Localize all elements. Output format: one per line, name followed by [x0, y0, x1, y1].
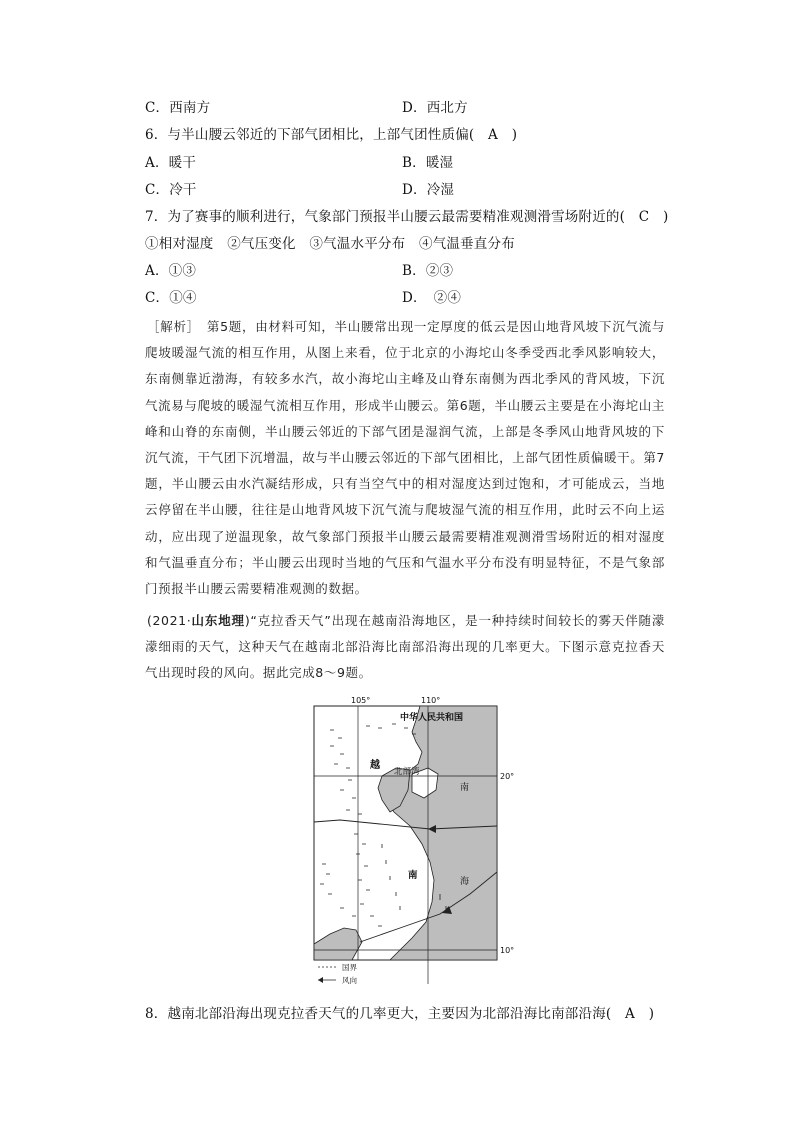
- q5-option-c: C．西南方: [145, 100, 211, 116]
- intro-text: “克拉香天气”出现在越南沿海地区，是一种持续时间较长的雾天伴随濛濛细雨的天气，这种天气在越南北部沿海比南部沿海出现的几率更大。下图示意克拉香天气出现时段的风向。据此完成8～9题。: [145, 613, 665, 681]
- sea-nan-label: 南: [460, 783, 470, 793]
- q7-option-b: B．②③: [402, 263, 454, 279]
- lon-110-label: 110°: [421, 696, 441, 705]
- source-prefix: (2021·: [147, 613, 192, 628]
- source-suffix: ): [244, 613, 251, 628]
- legend-wind-label: 风向: [342, 976, 357, 985]
- q7-option-d: D． ②④: [402, 290, 462, 306]
- q7-option-c: C．①④: [145, 290, 197, 306]
- lat-20-label: 20°: [500, 772, 515, 781]
- q7-items: ①相对湿度 ②气压变化 ③气温水平分布 ④气温垂直分布: [145, 236, 515, 252]
- q6-option-a: A．暖干: [145, 155, 197, 171]
- china-label: 中华人民共和国: [400, 713, 464, 723]
- wind-direction-map: [300, 694, 515, 992]
- legend-wind-arrowhead: [318, 977, 323, 983]
- q6-option-d: D．冷湿: [402, 182, 455, 198]
- intro-paragraph: [145, 608, 665, 687]
- lat-10-label: 10°: [500, 946, 515, 955]
- q6-option-b: B．暖湿: [402, 155, 454, 171]
- legend-border-label: 国界: [342, 963, 357, 972]
- q7-stem: 7．为了赛事的顺利进行，气象部门预报半山腰云最需要精准观测滑雪场附近的( C ): [145, 209, 669, 225]
- sea-hai-label: 海: [460, 877, 470, 887]
- q5-option-d: D．西北方: [402, 100, 468, 116]
- nan-label: 南: [408, 870, 418, 881]
- q6-stem: 6．与半山腰云邻近的下部气团相比，上部气团性质偏( A ): [145, 127, 518, 143]
- q7-option-a: A．①③: [145, 263, 197, 279]
- lon-105-label: 105°: [351, 696, 371, 705]
- yue-label: 越: [370, 760, 380, 771]
- analysis-paragraph: ［解析］ 第5题，由材料可知，半山腰常出现一定厚度的低云是因山地背风坡下沉气流与爬坡暖湿气流的相互作用，从图上来看，位于北京的小海坨山冬季受西北季风影响较大，东南侧靠近渤海，有较多水汽，故小海坨山主峰及山脊东南侧为西北季风的背风坡，下沉气流易与爬坡的暖湿气流相互作用，形成半山腰云。第6题，半山腰云主要是在小海坨山主峰和山脊的东南侧，半山腰云邻近的下部气团是湿润气流，上部是冬季风山地背风坡的下沉气流，干气团下沉增温，故与半山腰云邻近的下部气团相比，上部气团性质偏暖干。第7题，半山腰云由水汽凝结形成，只有当空气中的相对湿度达到过饱和，才可能成云，当地云停留在半山腰，往往是山地背风坡下沉气流与爬坡湿气流的相互作用，此时云不向上运动，应出现了逆温现象，故气象部门预报半山腰云最需要精准观测滑雪场附近的相对湿度和气温垂直分布；半山腰云出现时当地的气压和气温水平分布没有明显特征，不是气象部门预报半山腰云需要精准观测的数据。: [145, 319, 665, 597]
- gulf-label: 北部湾: [394, 767, 420, 777]
- q6-option-c: C．冷干: [145, 182, 197, 198]
- q8-stem: 8．越南北部沿海出现克拉香天气的几率更大，主要因为北部沿海比南部沿海( A ): [145, 1006, 655, 1022]
- source-name: 山东地理: [191, 613, 245, 628]
